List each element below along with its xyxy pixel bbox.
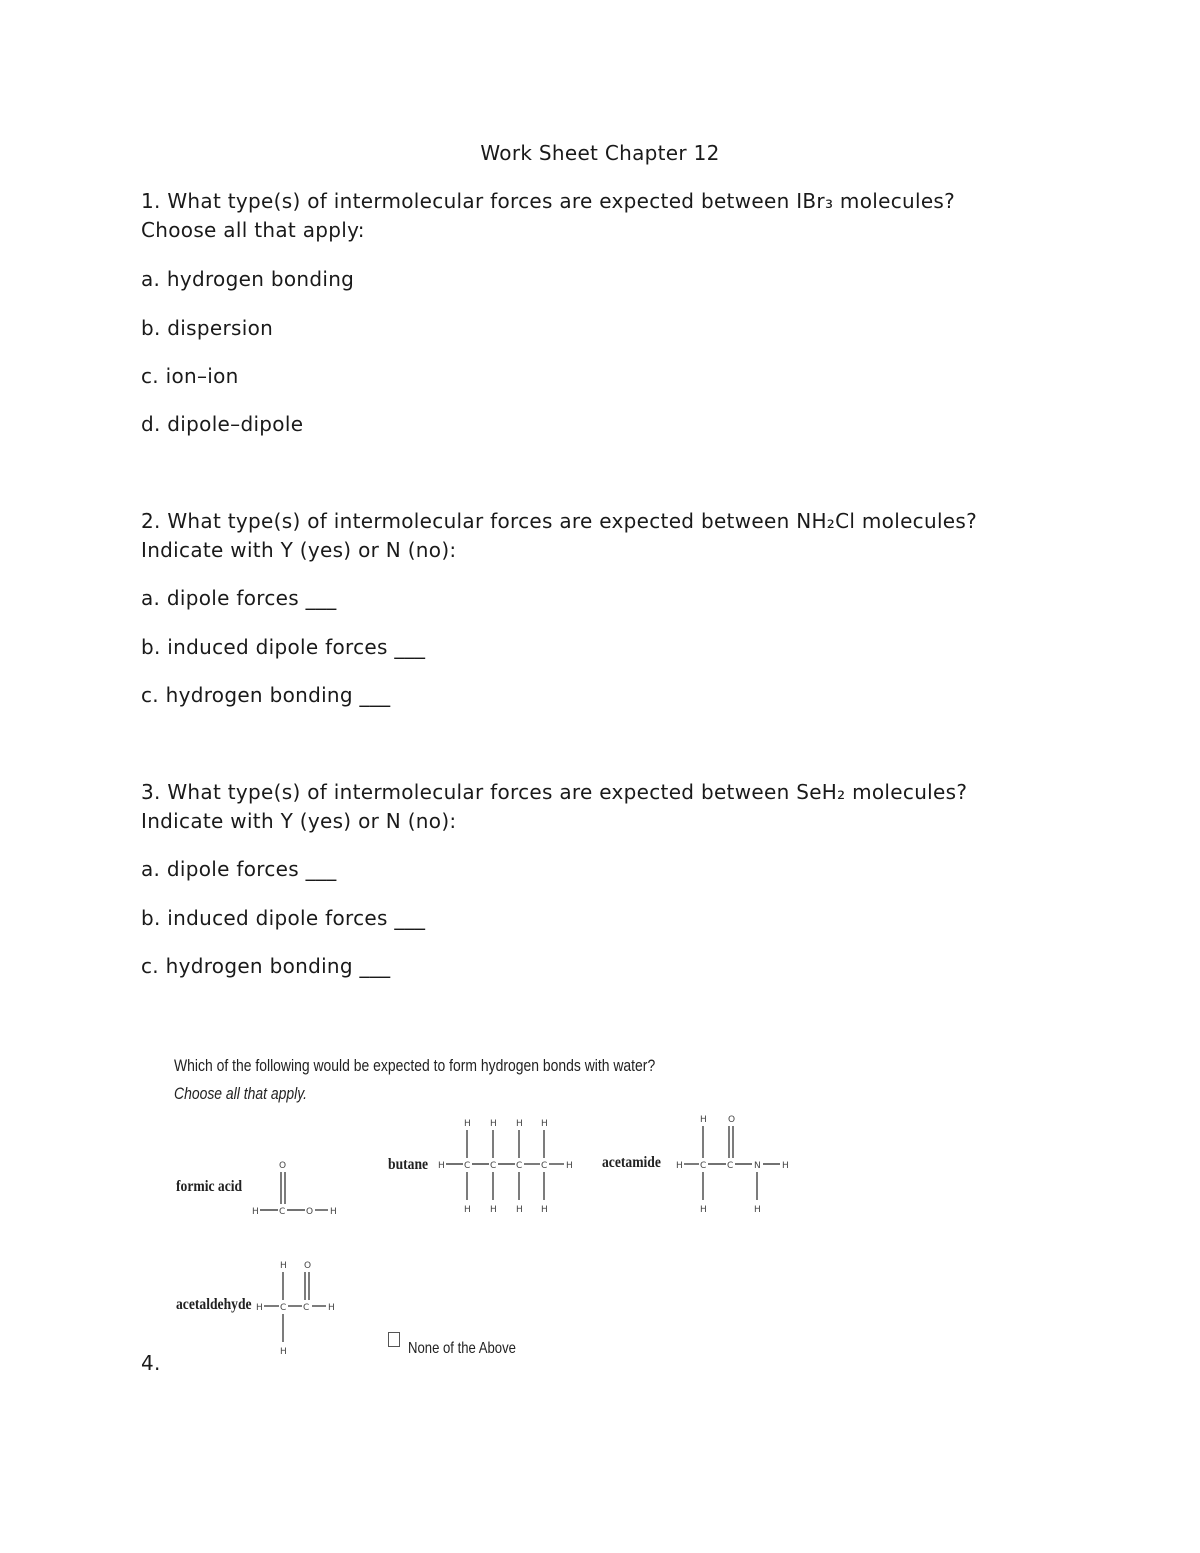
question-2-instruction: Indicate with Y (yes) or N (no): [141,538,457,562]
question-2-option-a: a. dipole forces ___ [141,586,337,610]
svg-text:H: H [464,1205,471,1215]
acetaldehyde-label: acetaldehyde [176,1296,252,1313]
question-3-option-c: c. hydrogen bonding ___ [141,954,391,978]
svg-text:O: O [306,1207,314,1217]
question-4-number: 4. [141,1351,161,1375]
svg-text:H: H [464,1119,471,1129]
question-4-instruction: Choose all that apply. [174,1084,308,1103]
question-4-figure [170,1050,810,1370]
svg-text:H: H [490,1205,497,1215]
question-3-option-b: b. induced dipole forces ___ [141,906,426,930]
question-2-option-c: c. hydrogen bonding ___ [141,683,391,707]
svg-text:H: H [700,1115,707,1125]
question-1-option-a: a. hydrogen bonding [141,267,355,291]
svg-text:H: H [252,1207,259,1217]
butane-label: butane [388,1156,429,1173]
acetamide-label: acetamide [602,1154,661,1171]
question-2-prompt: 2. What type(s) of intermolecular forces are expected between NH₂Cl molecules? [141,509,978,533]
question-1-option-d: d. dipole–dipole [141,412,304,436]
formic-acid-label: formic acid [176,1178,243,1195]
svg-text:H: H [438,1161,445,1171]
svg-text:C: C [700,1161,707,1171]
none-of-the-above-checkbox[interactable] [388,1332,400,1347]
svg-text:C: C [279,1207,286,1217]
question-1-option-c: c. ion–ion [141,364,239,388]
none-of-the-above-label: None of the Above [408,1340,516,1357]
svg-text:H: H [516,1205,523,1215]
svg-text:H: H [516,1119,523,1129]
svg-text:H: H [490,1119,497,1129]
svg-text:H: H [676,1161,683,1171]
svg-text:H: H [280,1347,287,1357]
svg-text:H: H [280,1261,287,1271]
svg-text:H: H [328,1303,335,1313]
svg-text:N: N [754,1161,761,1171]
page-title: Work Sheet Chapter 12 [480,141,720,165]
svg-text:H: H [330,1207,337,1217]
butane-structure [434,1116,584,1216]
question-1-prompt: 1. What type(s) of intermolecular forces are expected between IBr₃ molecules? [141,189,956,213]
svg-text:H: H [754,1205,761,1215]
question-3-option-a: a. dipole forces ___ [141,857,337,881]
svg-text:C: C [541,1161,548,1171]
svg-text:H: H [541,1119,548,1129]
svg-text:H: H [541,1205,548,1215]
svg-text:H: H [256,1303,263,1313]
svg-text:O: O [304,1261,312,1271]
formic-acid-structure [250,1158,340,1218]
question-3-prompt: 3. What type(s) of intermolecular forces are expected between SeH₂ molecules? [141,780,968,804]
question-3-instruction: Indicate with Y (yes) or N (no): [141,809,457,833]
svg-text:C: C [303,1303,310,1313]
acetaldehyde-structure [254,1258,344,1358]
svg-text:C: C [280,1303,287,1313]
svg-text:C: C [464,1161,471,1171]
svg-text:H: H [566,1161,573,1171]
question-1-instruction: Choose all that apply: [141,218,365,242]
svg-text:C: C [727,1161,734,1171]
question-2-option-b: b. induced dipole forces ___ [141,635,426,659]
svg-text:O: O [728,1115,736,1125]
svg-text:C: C [516,1161,523,1171]
svg-text:H: H [700,1205,707,1215]
svg-text:O: O [279,1161,287,1171]
question-4-prompt: Which of the following would be expected to form hydrogen bonds with water? [174,1056,656,1075]
question-1-option-b: b. dispersion [141,316,274,340]
svg-text:H: H [782,1161,789,1171]
acetamide-structure [674,1112,804,1216]
svg-text:C: C [490,1161,497,1171]
